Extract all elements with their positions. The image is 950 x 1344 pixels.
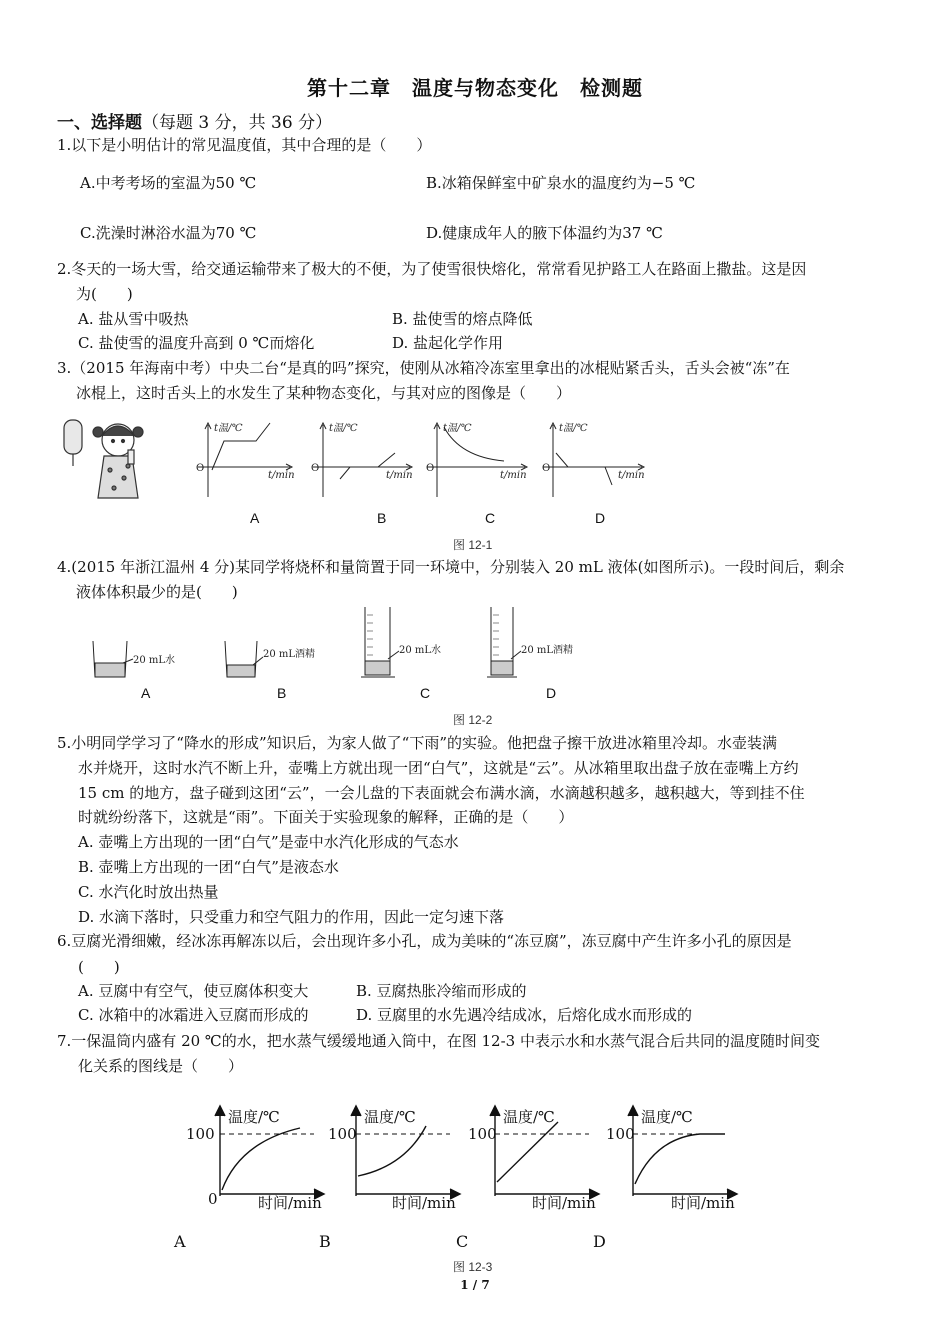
q7-label-b: B xyxy=(319,1232,331,1251)
q3-stem-line1: 3.（2015 年海南中考）中央二台“是真的吗”探究，使刚从冰箱冷冻室里拿出的冰棍贴紧舌头，舌头会被“冻”在 xyxy=(57,359,790,377)
q4-vessel-d-label: 20 mL酒精 xyxy=(521,645,574,656)
q2-stem-line2: 为( ) xyxy=(76,285,133,303)
q7-graph-b-ylabel: 温度/℃ xyxy=(364,1108,416,1126)
q5-stem-line2: 水并烧开，这时水汽不断上升，壶嘴上方就出现一团“白气”，这就是“云”。从冰箱里取出盘子放在壶嘴上方约 xyxy=(78,759,799,777)
q4-vessel-b-label: 20 mL酒精 xyxy=(263,649,316,660)
q3-graph-c-xlabel: t/min xyxy=(500,470,527,481)
q5-option-d: D. 水滴下落时，只受重力和空气阻力的作用，因此一定匀速下落 xyxy=(78,908,505,926)
q7-graphs xyxy=(180,1100,760,1215)
q3-graph-a-xlabel: t/min xyxy=(268,470,295,481)
q7-graph-c-xlabel: 时间/min xyxy=(532,1194,596,1212)
q3-graph-d-ylabel: t温/℃ xyxy=(559,423,588,434)
page-number: 1 / 7 xyxy=(460,1278,490,1292)
q3-graph-a-origin: O xyxy=(196,463,205,474)
q3-graph-a-ylabel: t温/℃ xyxy=(214,423,243,434)
q3-graph-c-origin: O xyxy=(426,463,435,474)
q3-stem-line2: 冰棍上，这时舌头上的水发生了某种物态变化，与其对应的图像是（ ） xyxy=(76,384,572,402)
page-title: 第十二章 温度与物态变化 检测题 xyxy=(307,76,643,100)
q3-graphs xyxy=(190,415,660,505)
q7-graph-d-ylabel: 温度/℃ xyxy=(641,1108,693,1126)
q7-graph-a-origin: 0 xyxy=(208,1190,218,1208)
q7-graph-d-xlabel: 时间/min xyxy=(671,1194,735,1212)
section-note: （每题 3 分，共 36 分） xyxy=(142,113,333,133)
figure-caption-12-3: 图 12-3 xyxy=(453,1260,493,1274)
q1-option-b: B.冰箱保鲜室中矿泉水的温度约为−5 ℃ xyxy=(426,174,696,192)
q7-graph-a-tick100: 100 xyxy=(186,1125,215,1143)
q3-graph-d-xlabel: t/min xyxy=(618,470,645,481)
q2-option-a: A. 盐从雪中吸热 xyxy=(78,310,189,328)
q3-graph-b-xlabel: t/min xyxy=(386,470,413,481)
q3-label-d: D xyxy=(595,510,606,526)
q7-label-a: A xyxy=(174,1232,186,1251)
q4-stem-line2: 液体体积最少的是( ) xyxy=(76,583,238,601)
q1-option-d: D.健康成年人的腋下体温约为37 ℃ xyxy=(426,224,663,242)
q7-graph-a-ylabel: 温度/℃ xyxy=(228,1108,280,1126)
q7-graph-c-ylabel: 温度/℃ xyxy=(503,1108,555,1126)
section-title: 一、选择题 xyxy=(57,113,142,133)
q3-graph-b-ylabel: t温/℃ xyxy=(329,423,358,434)
section-heading xyxy=(57,108,332,133)
q3-label-a: A xyxy=(250,510,260,526)
q7-stem-line2: 化关系的图线是（ ） xyxy=(78,1057,244,1075)
q2-option-d: D. 盐起化学作用 xyxy=(392,334,504,352)
q3-graph-c-ylabel: t温/℃ xyxy=(443,423,472,434)
q2-option-c: C. 盐使雪的温度升高到 0 ℃而熔化 xyxy=(78,334,315,352)
q4-label-a: A xyxy=(141,685,151,701)
q3-graph-b-origin: O xyxy=(311,463,320,474)
q5-option-b: B. 壶嘴上方出现的一团“白气”是液态水 xyxy=(78,858,339,876)
girl-with-popsicle-illustration xyxy=(58,410,158,505)
q3-graph-d-origin: O xyxy=(542,463,551,474)
q4-vessel-c-label: 20 mL水 xyxy=(399,645,442,656)
q5-stem-line4: 时就纷纷落下，这就是“雨”。下面关于实验现象的解释，正确的是（ ） xyxy=(78,808,574,826)
q1-stem: 1.以下是小明估计的常见温度值，其中合理的是（ ） xyxy=(57,136,432,154)
q7-label-d: D xyxy=(593,1232,606,1251)
q5-stem-line3: 15 cm 的地方，盘子碰到这团“云”，一会儿盘的下表面就会布满水滴，水滴越积越多，越积越大，等到挂不住 xyxy=(78,784,805,802)
q6-option-b: B. 豆腐热胀冷缩而形成的 xyxy=(356,982,527,1000)
figure-caption-12-1: 图 12-1 xyxy=(453,538,493,552)
figure-caption-12-2: 图 12-2 xyxy=(453,713,493,727)
q7-graph-a-xlabel: 时间/min xyxy=(258,1194,322,1212)
q1-option-a: A.中考考场的室温为50 ℃ xyxy=(80,174,257,192)
q2-option-b: B. 盐使雪的熔点降低 xyxy=(392,310,533,328)
q1-option-c: C.洗澡时淋浴水温为70 ℃ xyxy=(80,224,257,242)
q4-label-d: D xyxy=(546,685,557,701)
q6-option-c: C. 冰箱中的冰霜进入豆腐而形成的 xyxy=(78,1006,309,1024)
q7-graph-b-tick100: 100 xyxy=(328,1125,357,1143)
q7-graph-b-xlabel: 时间/min xyxy=(392,1194,456,1212)
q6-option-a: A. 豆腐中有空气，使豆腐体积变大 xyxy=(78,982,309,1000)
q4-vessel-a-label: 20 mL水 xyxy=(133,655,176,666)
q4-label-c: C xyxy=(420,685,431,701)
q5-option-a: A. 壶嘴上方出现的一团“白气”是壶中水汽化形成的气态水 xyxy=(78,833,459,851)
q6-stem-line1: 6.豆腐光滑细嫩，经冰冻再解冻以后，会出现许多小孔，成为美味的“冻豆腐”，冻豆腐中产生许多小孔的原因是 xyxy=(57,932,792,950)
q7-label-c: C xyxy=(456,1232,469,1251)
q3-label-c: C xyxy=(485,510,496,526)
q5-option-c: C. 水汽化时放出热量 xyxy=(78,883,219,901)
q4-label-b: B xyxy=(277,685,287,701)
q4-vessels xyxy=(85,605,605,683)
q5-stem-line1: 5.小明同学学习了“降水的形成”知识后，为家人做了“下雨”的实验。他把盘子擦干放进冰箱里冷却。水壶装满 xyxy=(57,734,777,752)
q7-stem-line1: 7.一保温筒内盛有 20 ℃的水，把水蒸气缓缓地通入筒中，在图 12-3 中表示水和水蒸气混合后共同的温度随时间变 xyxy=(57,1032,820,1050)
q4-stem-line1: 4.(2015 年浙江温州 4 分)某同学将烧杯和量筒置于同一环境中，分别装入 20 mL 液体(如图所示)。一段时间后，剩余 xyxy=(57,558,845,576)
q6-option-d: D. 豆腐里的水先遇冷结成冰，后熔化成水而形成的 xyxy=(356,1006,693,1024)
q7-graph-d-tick100: 100 xyxy=(606,1125,635,1143)
q3-label-b: B xyxy=(377,510,387,526)
q6-stem-line2: ( ) xyxy=(78,958,120,976)
q2-stem-line1: 2.冬天的一场大雪，给交通运输带来了极大的不便，为了使雪很快熔化，常常看见护路工人在路面上撒盐。这是因 xyxy=(57,260,807,278)
q7-graph-c-tick100: 100 xyxy=(468,1125,497,1143)
